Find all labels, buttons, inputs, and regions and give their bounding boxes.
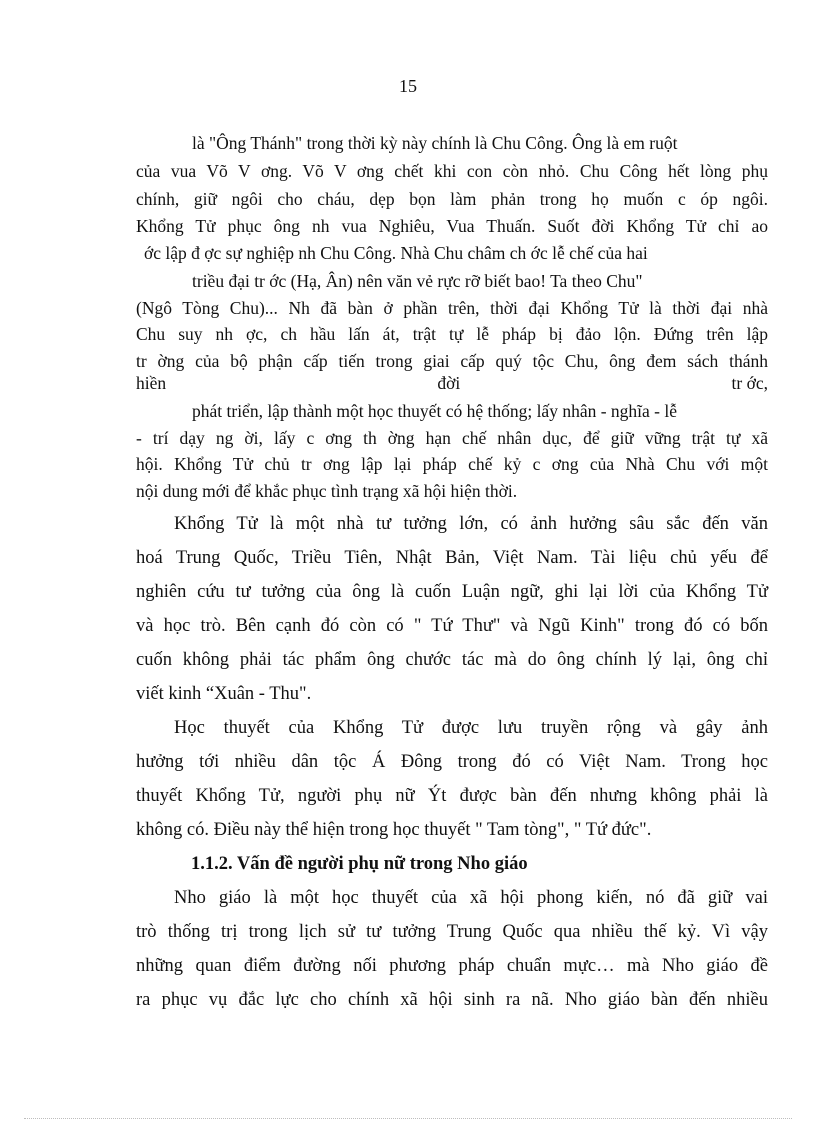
text-line: chính, giữ ngôi cho cháu, dẹp bọn làm phản trong họ muốn c óp ngôi.: [136, 189, 768, 209]
justified-spread-line: [136, 372, 768, 394]
text-line: Chu suy nh ợc, ch hầu lấn át, trật tự lễ pháp bị đảo lộn. Đứng trên lập: [136, 324, 768, 344]
text-line: Nho giáo là một học thuyết của xã hội phong kiến, nó đã giữ vai: [174, 888, 768, 908]
page-number: 15: [399, 76, 417, 96]
text-line: thuyết Khổng Tử, người phụ nữ Ýt được bàn đến nhưng không phải là: [136, 786, 768, 806]
text-line: (Ngô Tòng Chu)... Nh đã bàn ở phần trên, thời đại Khổng Tử là thời đại nhà: [136, 298, 768, 318]
section-heading: 1.1.2. Vấn đề người phụ nữ trong Nho giáo: [191, 854, 528, 874]
text-line: viết kinh “Xuân - Thu".: [136, 684, 312, 704]
spread-word: hiền: [136, 373, 167, 393]
text-line: cuốn không phải tác phẩm ông chước tác mà do ông chính lý lại, ông chỉ: [136, 650, 768, 670]
text-line: ớc lập đ ợc sự nghiệp nh Chu Công. Nhà Chu châm ch ớc lễ chế của hai: [144, 243, 648, 263]
text-line: là "Ông Thánh" trong thời kỳ này chính là Chu Công. Ông là em ruột: [192, 133, 678, 153]
text-line: nghiên cứu tư tưởng của ông là cuốn Luận ngữ, ghi lại lời của Khổng Tử: [136, 582, 768, 602]
text-line: và học trò. Bên cạnh đó còn có " Tứ Thư" và Ngũ Kinh" trong đó có bốn: [136, 616, 768, 636]
text-line: Khổng Tử là một nhà tư tưởng lớn, có ảnh hưởng sâu sắc đến văn: [174, 514, 768, 534]
text-line: tr ờng của bộ phận cấp tiến trong giai cấp quý tộc Chu, ông đem sách thánh: [136, 351, 768, 371]
text-line: hưởng tới nhiều dân tộc Á Đông trong đó có Việt Nam. Trong học: [136, 752, 768, 772]
text-line: hội. Khổng Tử chủ tr ơng lập lại pháp chế kỷ c ơng của Nhà Chu với một: [136, 454, 768, 474]
text-line: của vua Võ V ơng. Võ V ơng chết khi con còn nhỏ. Chu Công hết lòng phụ: [136, 161, 768, 181]
text-line: triều đại tr ớc (Hạ, Ân) nên văn vẻ rực rỡ biết bao! Ta theo Chu": [192, 271, 643, 291]
page-bottom-divider: [24, 1118, 792, 1119]
text-line: Khổng Tử phục ông nh vua Nghiêu, Vua Thuấn. Suốt đời Khổng Tử chỉ ao: [136, 216, 768, 236]
text-line: trò thống trị trong lịch sử tư tưởng Trung Quốc qua nhiều thế kỷ. Vì vậy: [136, 922, 768, 942]
text-line: nội dung mới để khắc phục tình trạng xã hội hiện thời.: [136, 481, 518, 501]
text-line: ra phục vụ đắc lực cho chính xã hội sinh ra nã. Nho giáo bàn đến nhiều: [136, 990, 768, 1010]
text-line: những quan điểm đường nối phương pháp chuẩn mực… mà Nho giáo đề: [136, 956, 768, 976]
text-line: - trí dạy ng ời, lấy c ơng th ờng hạn chế nhân dục, để giữ vững trật tự xã: [136, 428, 768, 448]
spread-word: tr ớc,: [731, 373, 768, 393]
text-line: phát triển, lập thành một học thuyết có hệ thống; lấy nhân - nghĩa - lễ: [192, 401, 678, 421]
spread-word: đời: [437, 373, 461, 393]
text-line: không có. Điều này thể hiện trong học thuyết " Tam tòng", " Tứ đức".: [136, 820, 652, 840]
text-line: Học thuyết của Khổng Tử được lưu truyền rộng và gây ảnh: [174, 718, 768, 738]
text-line: hoá Trung Quốc, Triều Tiên, Nhật Bản, Việt Nam. Tài liệu chủ yếu để: [136, 548, 768, 568]
